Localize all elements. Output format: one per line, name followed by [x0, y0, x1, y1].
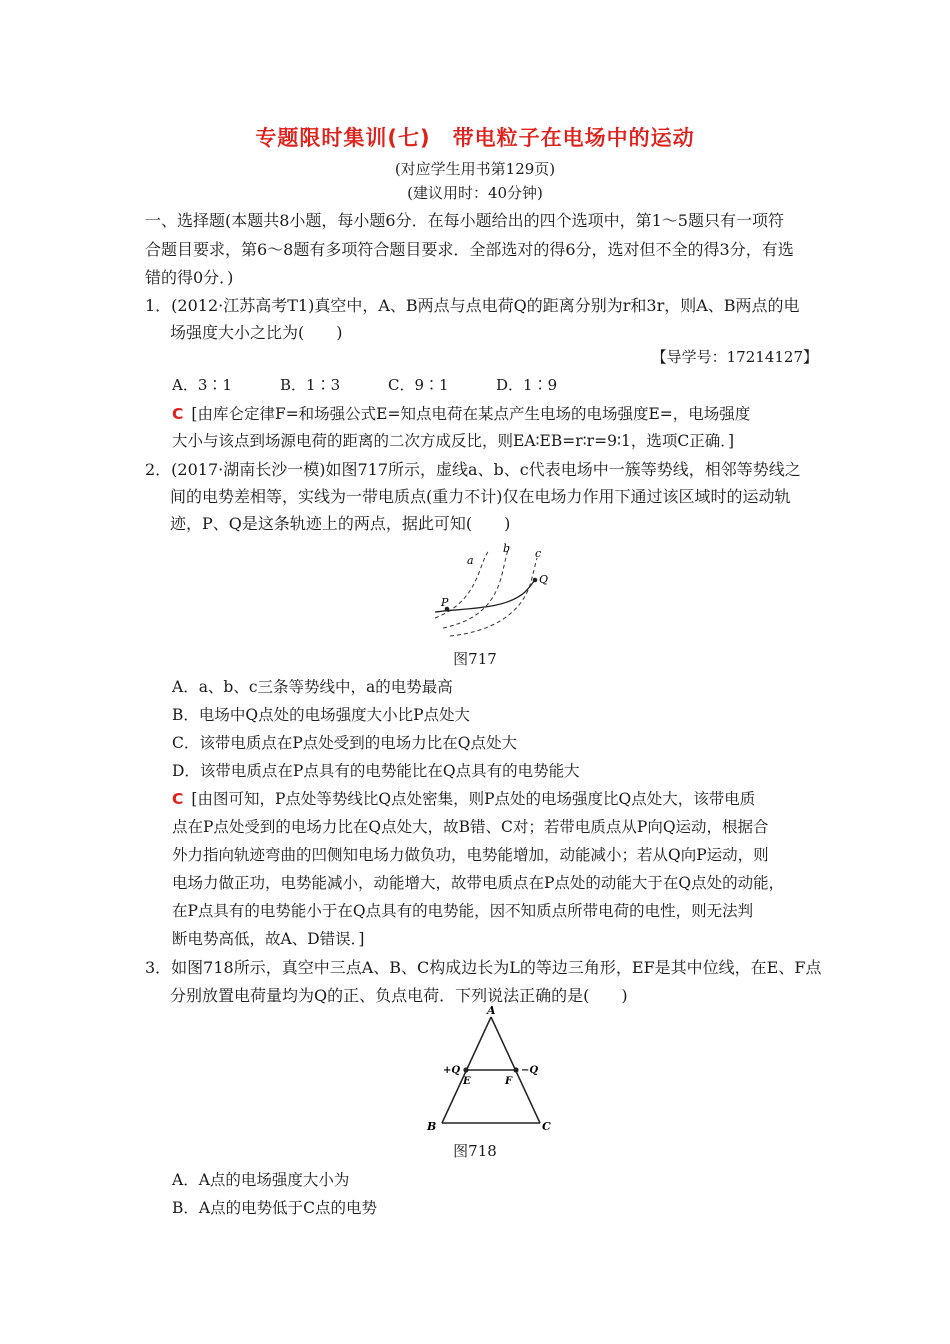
label-vertex-c: C	[542, 1120, 551, 1133]
q2-answer-line: 电场力做正功，电势能减小，动能增大，故带电质点在P点处的动能大于在Q点处的动能，	[172, 874, 785, 892]
figure-717-equipotential-lines	[425, 540, 565, 640]
q2-answer-line: 外力指向轨迹弯曲的凹侧知电场力做负功，电势能增加，动能减小；若从Q向P运动，则	[172, 846, 769, 864]
q1-answer-text: [由库仑定律F=和场强公式E=知点电荷在某点产生电场的电场强度E=，电场强度	[191, 405, 751, 423]
label-point-e: E	[463, 1076, 471, 1087]
label-vertex-a: A	[487, 1005, 496, 1017]
q2-option-d: D．该带电质点在P点具有的电势能比在Q点具有的电势能大	[172, 762, 580, 780]
q2-answer-line: 点在P点处受到的电场力比在Q点处大，故B错、C对；若带电质点从P向Q运动，根据合	[172, 818, 769, 836]
label-c: c	[535, 547, 542, 560]
q1-answer-line	[172, 402, 750, 424]
q1-option-d: D．1∶9	[496, 376, 558, 394]
page-reference: (对应学生用书第129页)	[394, 160, 556, 178]
label-a: a	[467, 554, 474, 567]
q2-option-a: A．a、b、c三条等势线中，a的电势最高	[172, 678, 453, 696]
charge-e-marker	[463, 1067, 468, 1072]
q2-answer-letter: C	[172, 790, 184, 808]
q2-stem-line: 2．(2017·湖南长沙一模)如图717所示，虚线a、b、c代表电场中一簇等势线，相邻等势线之	[145, 460, 801, 479]
figure-717-caption: 图717	[453, 650, 497, 668]
label-point-f: F	[505, 1076, 513, 1087]
q2-option-c: C．该带电质点在P点处受到的电场力比在Q点处大	[172, 734, 517, 752]
page-title: 专题限时集训(七) 带电粒子在电场中的运动	[255, 126, 695, 150]
section-instruction-line: 合题目要求，第6～8题有多项符合题目要求．全部选对的得6分，选对但不全的得3分，有选	[145, 240, 794, 259]
equipotential-line-b	[443, 546, 509, 628]
figure-718-caption: 图718	[453, 1142, 497, 1160]
section-instruction-line: 一、选择题(本题共8小题，每小题6分．在每小题给出的四个选项中，第1～5题只有一项符	[145, 211, 784, 230]
charge-f-marker	[513, 1067, 518, 1072]
q2-answer-text: [由图可知，P点处等势线比Q点处密集，则P点处的电场强度比Q点处大，该带电质	[191, 790, 756, 808]
q2-option-b: B．电场中Q点处的电场强度大小比P点处大	[172, 706, 471, 724]
label-b: b	[503, 542, 511, 555]
q2-answer-line: 断电势高低，故A、D错误．]	[172, 930, 365, 948]
label-plus-q: +Q	[443, 1065, 461, 1076]
q2-stem-line: 间的电势差相等，实线为一带电质点(重力不计)仅在电场力作用下通过该区域时的运动轨	[170, 487, 791, 506]
particle-trajectory	[435, 580, 535, 612]
q1-guide-number: 【导学号：17214127】	[651, 348, 818, 366]
q2-stem-line: 迹，P、Q是这条轨迹上的两点，据此可知( )	[170, 514, 511, 533]
q1-options	[172, 374, 604, 395]
q1-option-a: A．3∶1	[172, 376, 232, 394]
figure-718-triangle	[425, 1005, 560, 1135]
q1-option-b: B．1∶3	[280, 376, 341, 394]
q1-option-c: C．9∶1	[388, 376, 449, 394]
label-q: Q	[539, 573, 549, 586]
equipotential-line-c	[450, 558, 537, 636]
q1-stem-line: 场强度大小之比为( )	[170, 323, 343, 342]
label-vertex-b: B	[427, 1120, 437, 1133]
point-q-marker	[533, 578, 538, 583]
q3-option-b: B．A点的电势低于C点的电势	[172, 1199, 377, 1217]
q2-answer-line: 在P点具有的电势能小于在Q点具有的电势能，因不知质点所带电荷的电性，则无法判	[172, 902, 754, 920]
q1-answer-line: 大小与该点到场源电荷的距离的二次方成反比，则EA∶EB=r∶r=9∶1，选项C正确．]	[172, 432, 734, 450]
suggested-time: (建议用时：40分钟)	[407, 184, 543, 202]
section-instruction-line: 错的得0分．)	[145, 268, 234, 287]
q1-stem-line: 1．(2012·江苏高考T1)真空中，A、B两点与点电荷Q的距离分别为r和3r，则A、B两点的电	[145, 296, 800, 315]
q2-answer-line	[172, 787, 755, 809]
label-minus-q: −Q	[521, 1065, 539, 1076]
label-p: P	[441, 596, 449, 609]
q3-stem-line: 分别放置电荷量均为Q的正、负点电荷．下列说法正确的是( )	[170, 986, 628, 1005]
q3-option-a: A．A点的电场强度大小为	[172, 1171, 350, 1189]
q1-answer-letter: C	[172, 405, 184, 423]
q3-stem-line: 3．如图718所示，真空中三点A、B、C构成边长为L的等边三角形，EF是其中位线，在E、F点	[145, 958, 822, 977]
